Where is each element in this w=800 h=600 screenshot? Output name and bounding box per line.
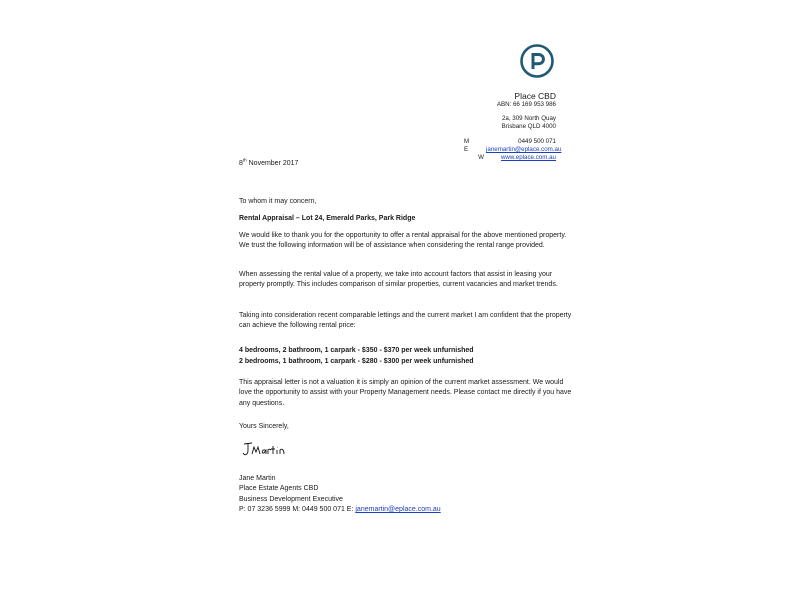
letterhead <box>462 91 562 162</box>
signature-icon <box>240 439 286 459</box>
office-name: Place CBD <box>514 91 556 101</box>
address-line-1: 2a, 309 North Quay <box>501 115 556 123</box>
web-label: W <box>478 154 484 162</box>
signer-contact <box>239 505 441 515</box>
signoff-block <box>239 474 441 516</box>
signer-title: Business Development Executive <box>239 495 343 503</box>
email-link[interactable]: janemartin@eplace.com.au <box>486 145 562 153</box>
closing: Yours Sincerely, <box>239 423 289 430</box>
signer-email-link[interactable]: janemartin@eplace.com.au <box>355 506 441 514</box>
mobile-label: M <box>464 137 470 145</box>
subject-line: Rental Appraisal – Lot 24, Emerald Parks, Park Ridge <box>239 215 416 222</box>
price-line-2: 2 bedrooms, 1 bathroom, 1 carpark - $280 - $300 per week unfurnished <box>239 358 474 365</box>
mobile-row <box>462 138 556 146</box>
web-link[interactable]: www.eplace.com.au <box>500 154 556 162</box>
handwritten-signature <box>240 439 286 459</box>
company-logo <box>520 44 554 78</box>
date-rest: November 2017 <box>246 160 299 167</box>
letter-date <box>239 157 299 167</box>
mobile-number: 0449 500 071 <box>518 137 556 145</box>
paragraph-assessment: When assessing the rental value of a property, we take into account factors that assist in leasing your property promptly. This includes comparison of similar properties, current vacancies and market trends. <box>239 271 558 289</box>
date-day: 8 <box>239 160 243 167</box>
email-row <box>462 145 562 154</box>
salutation: To whom it may concern, <box>239 198 317 205</box>
price-line-1: 4 bedrooms, 2 bathroom, 1 carpark - $350 - $370 per week unfurnished <box>239 347 474 354</box>
web-row <box>462 154 556 162</box>
signer-company: Place Estate Agents CBD <box>239 485 319 493</box>
place-p-logo-icon <box>520 44 554 78</box>
date-suffix: th <box>242 157 247 163</box>
email-label: E <box>464 145 469 153</box>
signer-name: Jane Martin <box>239 475 276 482</box>
paragraph-comparables: Taking into consideration recent comparable lettings and the current market I am confident that the property can achieve the following rental price: <box>239 312 572 330</box>
contact-numbers: P: 07 3236 5999 M: 0449 500 071 E: <box>239 506 356 514</box>
address-line-2: Brisbane QLD 4000 <box>501 123 556 131</box>
abn: ABN: 66 169 953 986 <box>496 101 556 108</box>
paragraph-intro: We would like to thank you for the opportunity to offer a rental appraisal for the above mentioned property. We trust the following information will be of assistance when considering the rental range provided. <box>239 232 567 250</box>
paragraph-disclaimer: This appraisal letter is not a valuation it is simply an opinion of the current market assessment. We would love the opportunity to assist with your Property Management needs. Please contact me directly if you have any questions. <box>239 379 572 407</box>
